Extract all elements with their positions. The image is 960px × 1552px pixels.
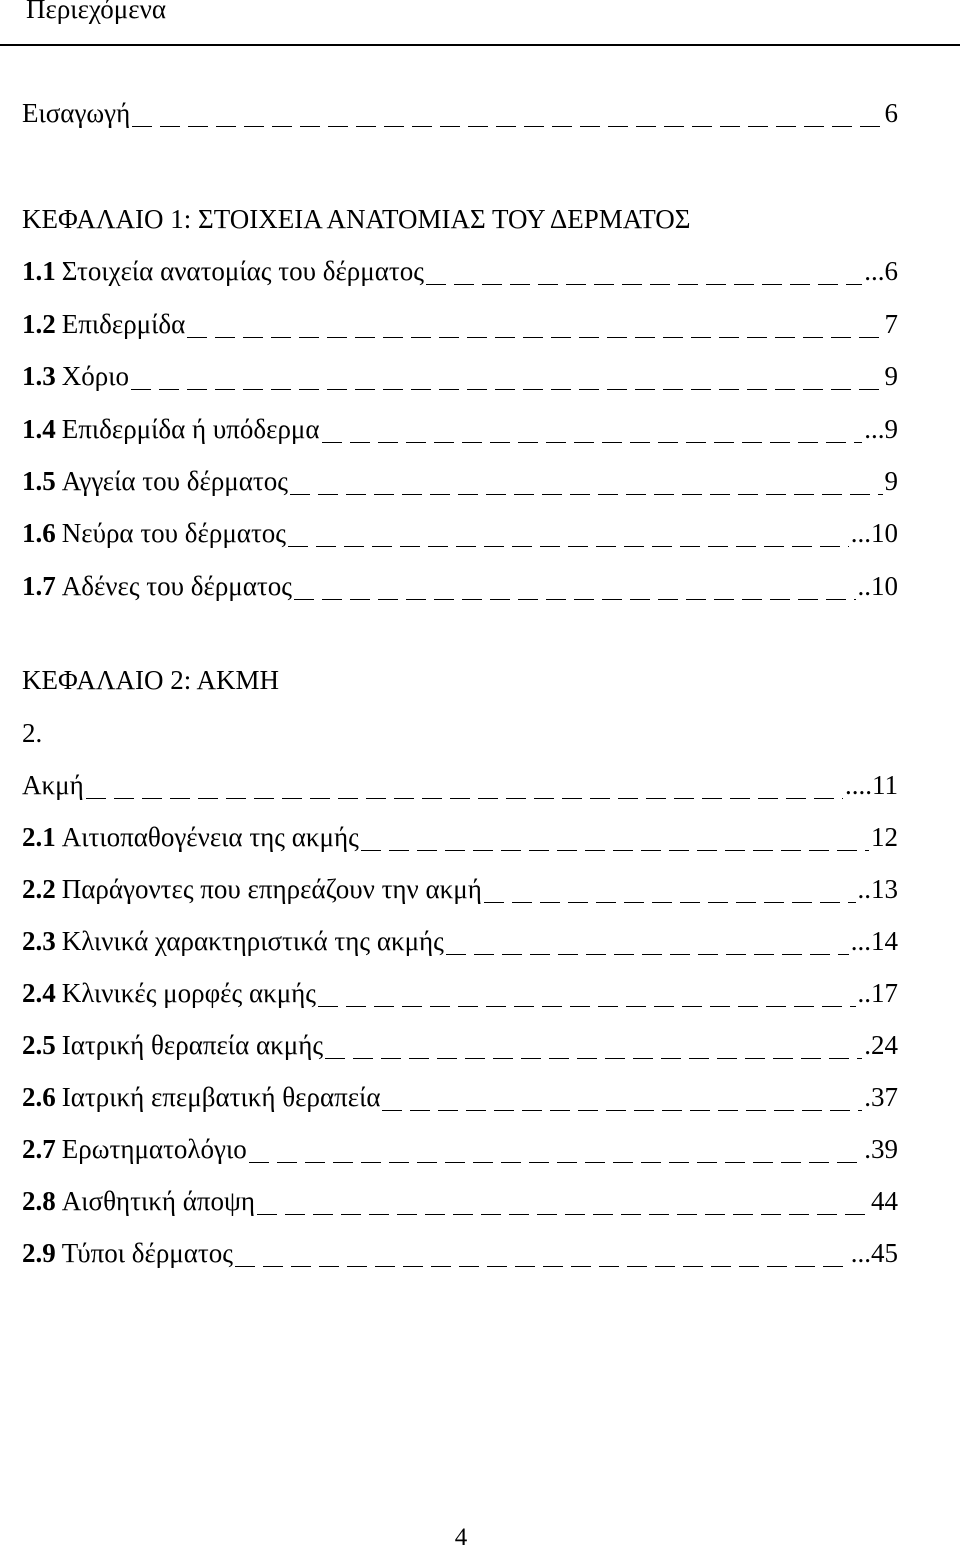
toc-entry-number: 1.6	[22, 518, 56, 548]
toc-entry-page: 6	[884, 98, 898, 128]
toc-entry-label: Εισαγωγή	[22, 98, 131, 128]
toc-entry-page: ...6	[864, 256, 898, 286]
toc-entry-number: 1.2	[22, 309, 56, 339]
toc-entry-label: Νεύρα του δέρματος	[61, 518, 286, 548]
toc-entry-1-6[interactable]	[22, 516, 898, 550]
toc-entry-page: ...14	[850, 926, 898, 956]
toc-entry-2-9[interactable]	[22, 1236, 898, 1270]
toc-entry-label: Αγγεία του δέρματος	[61, 466, 288, 496]
dot-leader	[288, 542, 849, 550]
toc-entry-page: 9	[884, 361, 898, 391]
dot-leader	[290, 490, 883, 498]
toc-entry-number: 2.8	[22, 1186, 56, 1216]
chapter-2-number: 2.	[22, 718, 43, 748]
toc-entry-page: .39	[864, 1134, 898, 1164]
page-number: 4	[454, 1524, 468, 1551]
dot-leader	[257, 1210, 869, 1218]
dot-leader	[446, 950, 849, 958]
toc-entry-akmi[interactable]	[22, 768, 898, 802]
toc-entry-2-4[interactable]	[22, 976, 898, 1010]
toc-entry-1-4[interactable]	[22, 412, 898, 446]
chapter-1-title: ΚΕΦΑΛΑΙΟ 1: ΣΤΟΙΧΕΙΑ ΑΝΑΤΟΜΙΑΣ ΤΟΥ ΔΕΡΜΑΤΟΣ	[22, 204, 691, 234]
toc-entry-intro[interactable]	[22, 96, 898, 130]
toc-entry-label: Αιτιοπαθογένεια της ακμής	[61, 822, 359, 852]
toc-entry-2-7[interactable]	[22, 1132, 898, 1166]
toc-entry-number: 1.7	[22, 571, 56, 601]
toc-entry-2-2[interactable]	[22, 872, 898, 906]
toc-entry-label: Παράγοντες που επηρεάζουν την ακμή	[61, 874, 482, 904]
dot-leader	[382, 1106, 862, 1114]
toc-entry-label: Στοιχεία ανατομίας του δέρματος	[61, 256, 424, 286]
toc-entry-page: 44	[871, 1186, 898, 1216]
dot-leader	[426, 280, 862, 288]
toc-entry-2-1[interactable]	[22, 820, 898, 854]
toc-entry-number: 2.5	[22, 1030, 56, 1060]
toc-entry-page: ...10	[850, 518, 898, 548]
toc-entry-page: ...9	[864, 414, 898, 444]
toc-entry-number: 2.6	[22, 1082, 56, 1112]
toc-entry-1-2[interactable]	[22, 307, 898, 341]
toc-entry-page: ..10	[857, 571, 898, 601]
toc-entry-page: 9	[884, 466, 898, 496]
toc-entry-2-6[interactable]	[22, 1080, 898, 1114]
toc-entry-label: Επιδερμίδα ή υπόδερμα	[61, 414, 320, 444]
toc-entry-number: 2.9	[22, 1238, 56, 1268]
toc-entry-2-3[interactable]	[22, 924, 898, 958]
toc-entry-1-5[interactable]	[22, 464, 898, 498]
toc-entry-1-7[interactable]	[22, 569, 898, 603]
dot-leader	[322, 438, 863, 446]
dot-leader	[294, 595, 856, 603]
toc-entry-page: .37	[864, 1082, 898, 1112]
toc-entry-1-3[interactable]	[22, 359, 898, 393]
toc-entry-1-1[interactable]	[22, 254, 898, 288]
toc-entry-page: ..13	[857, 874, 898, 904]
toc-entry-page: .24	[864, 1030, 898, 1060]
toc-entry-page: ..17	[857, 978, 898, 1008]
toc-entry-label: Επιδερμίδα	[61, 309, 186, 339]
toc-entry-label: Αισθητική άποψη	[61, 1186, 256, 1216]
toc-entry-number: 1.1	[22, 256, 56, 286]
toc-entry-page: 12	[871, 822, 898, 852]
toc-entry-number: 2.3	[22, 926, 56, 956]
dot-leader	[86, 794, 843, 802]
dot-leader	[131, 385, 883, 393]
dot-leader	[132, 122, 882, 130]
toc-entry-number: 2.7	[22, 1134, 56, 1164]
toc-entry-number: 1.3	[22, 361, 56, 391]
dot-leader	[187, 333, 882, 341]
dot-leader	[361, 846, 869, 854]
toc-entry-number: 2.1	[22, 822, 56, 852]
chapter-2-title: ΚΕΦΑΛΑΙΟ 2: ΑΚΜΗ	[22, 665, 280, 695]
title-divider	[0, 44, 960, 46]
toc-entry-label: Τύποι δέρματος	[61, 1238, 233, 1268]
toc-entry-number: 1.4	[22, 414, 56, 444]
toc-entry-page: ...45	[850, 1238, 898, 1268]
toc-entry-number: 2.2	[22, 874, 56, 904]
dot-leader	[249, 1158, 863, 1166]
toc-entry-label: Ακμή	[22, 770, 84, 800]
toc-entry-label: Ιατρική επεμβατική θεραπεία	[61, 1082, 381, 1112]
toc-entry-page: 7	[884, 309, 898, 339]
toc-entry-label: Αδένες του δέρματος	[61, 571, 292, 601]
toc-entry-label: Ιατρική θεραπεία ακμής	[61, 1030, 324, 1060]
dot-leader	[235, 1262, 849, 1270]
toc-entry-label: Κλινικά χαρακτηριστικά της ακμής	[61, 926, 444, 956]
toc-entry-label: Χόριο	[61, 361, 129, 391]
toc-entry-page: ....11	[845, 770, 898, 800]
page-title: Περιεχόμενα	[26, 0, 166, 24]
toc-entry-2-8[interactable]	[22, 1184, 898, 1218]
toc-entry-label: Ερωτηματολόγιο	[61, 1134, 247, 1164]
toc-entry-number: 1.5	[22, 466, 56, 496]
dot-leader	[318, 1002, 856, 1010]
toc-entry-2-5[interactable]	[22, 1028, 898, 1062]
dot-leader	[325, 1054, 862, 1062]
toc-entry-label: Κλινικές μορφές ακμής	[61, 978, 316, 1008]
dot-leader	[484, 898, 856, 906]
toc-entry-number: 2.4	[22, 978, 56, 1008]
